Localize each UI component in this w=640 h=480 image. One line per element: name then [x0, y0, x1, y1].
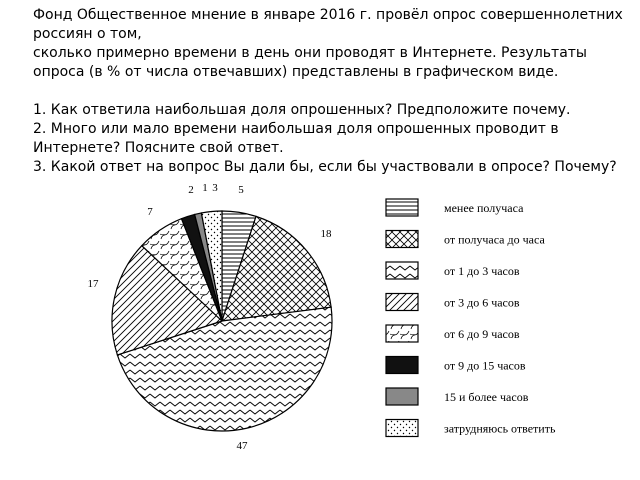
legend	[386, 199, 556, 437]
legend-label: от 6 до 9 часов	[444, 327, 520, 341]
legend-label: от 3 до 6 часов	[444, 295, 520, 310]
question-text	[33, 6, 633, 177]
pie-data-label: 5	[238, 184, 244, 196]
pie-data-label: 18	[320, 228, 332, 240]
legend-swatch	[386, 199, 418, 216]
legend-swatch	[386, 388, 418, 405]
legend-swatch	[386, 357, 418, 374]
legend-label: от 1 до 3 часов	[444, 264, 520, 278]
legend-label: 15 и более часов	[444, 390, 529, 404]
pie-data-label: 47	[236, 440, 248, 452]
legend-swatch	[386, 262, 418, 279]
legend-label: от получаса до часа	[444, 232, 545, 247]
question-3: 3. Какой ответ на вопрос Вы дали бы, если бы участвовали в опросе? Почему?	[33, 159, 617, 175]
intro-line-2: сколько примерно времени в день они проводят в Интернете. Результаты опроса (в % от числа отвечавших) представлены в графическом виде.	[33, 45, 587, 80]
legend-swatch	[386, 325, 418, 342]
pie-data-label: 1	[202, 182, 208, 194]
pie-data-label: 7	[147, 206, 153, 218]
intro-line-1: Фонд Общественное мнение в январе 2016 г. провёл опрос совершеннолетних россиян о том,	[33, 7, 623, 42]
pie-data-label: 17	[87, 278, 99, 290]
legend-label: от 9 до 15 часов	[444, 358, 526, 373]
question-2: 2. Много или мало времени наибольшая доля опрошенных проводит в Интернете? Поясните свой ответ.	[33, 121, 559, 156]
pie-data-label: 2	[188, 184, 194, 196]
legend-swatch	[386, 294, 418, 311]
spacer	[33, 82, 633, 101]
legend-swatch	[386, 231, 418, 248]
pie-data-label: 3	[212, 182, 218, 194]
legend-label: менее получаса	[444, 201, 524, 215]
question-1: 1. Как ответила наибольшая доля опрошенных? Предположите почему.	[33, 102, 571, 118]
legend-swatch	[386, 420, 418, 437]
legend-label: затрудняюсь ответить	[444, 421, 556, 436]
pie-slices	[112, 211, 332, 431]
